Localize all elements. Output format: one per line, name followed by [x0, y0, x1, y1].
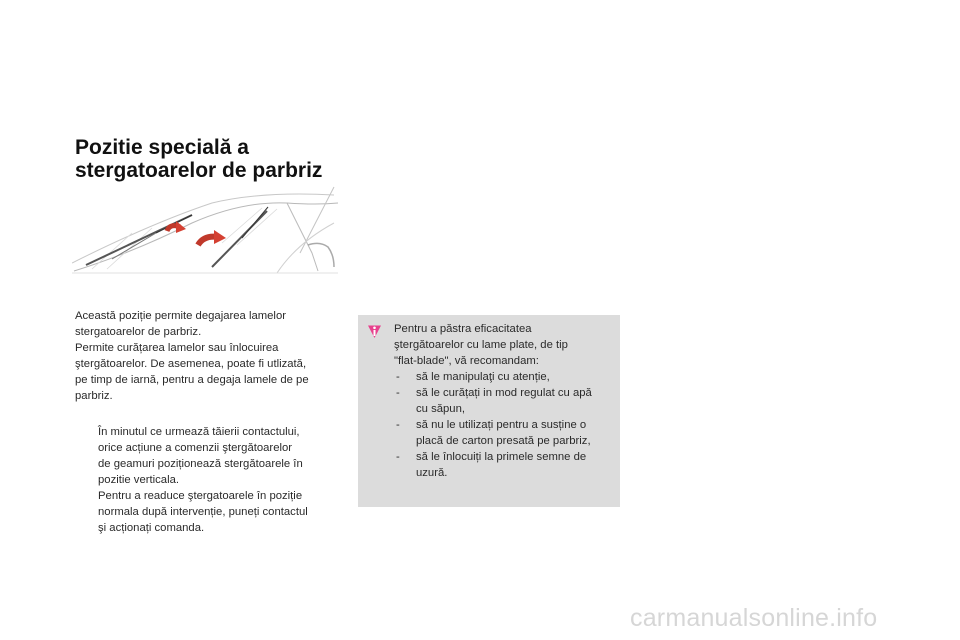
- bullet-line: În minutul ce urmează tăierii contactului,: [98, 426, 300, 438]
- info-item-line: placă de carton presată pe parbriz,: [416, 435, 591, 447]
- title-line-2: stergatoarelor de parbriz: [75, 159, 323, 182]
- info-item-line: uzură.: [416, 467, 448, 479]
- list-item: [394, 385, 616, 417]
- dash-marker: -: [396, 451, 400, 463]
- intro-line: Această poziție permite degajarea lamelor: [75, 310, 286, 322]
- intro-line: ştergătoarelor. De asemenea, poate fi utlizată,: [75, 358, 307, 370]
- list-item: [75, 488, 345, 536]
- intro-line: Permite curățarea lamelor sau înlocuirea: [75, 342, 279, 354]
- info-item-line: să nu le utilizați pentru a susține o: [416, 419, 587, 431]
- page-title: [75, 136, 375, 182]
- bullet-line: normala după intervenție, puneți contactul: [98, 506, 308, 518]
- intro-paragraph: [75, 308, 337, 404]
- bullet-list: [75, 424, 345, 536]
- info-item-line: să le înlocuiți la primele semne de: [416, 451, 587, 463]
- bullet-line: orice acțiune a comenzii ştergătoarelor: [98, 442, 293, 454]
- info-line: ştergătoarelor cu lame plate, de tip: [394, 339, 568, 351]
- list-item: [394, 369, 616, 385]
- info-box: [358, 315, 620, 507]
- list-item: [394, 449, 616, 481]
- bullet-line: de geamuri poziționează stergătoarele în: [98, 458, 303, 470]
- info-item-line: cu săpun,: [416, 403, 465, 415]
- bullet-line: Pentru a readuce ştergatoarele în poziție: [98, 490, 303, 502]
- info-text: [394, 321, 616, 481]
- dash-marker: -: [396, 371, 400, 383]
- dash-marker: -: [396, 419, 400, 431]
- list-item: [75, 424, 345, 488]
- title-line-1: Pozitie specială a: [75, 136, 249, 159]
- info-item-line: să le curățați in mod regulat cu apă: [416, 387, 592, 399]
- intro-line: parbriz.: [75, 390, 113, 402]
- intro-line: stergatoarelor de parbriz.: [75, 326, 202, 338]
- windshield-wipers-illustration: [72, 183, 338, 275]
- info-line: "flat-blade", vă recomandam:: [394, 355, 539, 367]
- info-item-line: să le manipulaţi cu atenție,: [416, 371, 550, 383]
- dash-marker: -: [396, 387, 400, 399]
- info-line: Pentru a păstra eficacitatea: [394, 323, 532, 335]
- bullet-line: pozitie verticala.: [98, 474, 179, 486]
- intro-line: pe timp de iarnă, pentru a degaja lamele de pe: [75, 374, 309, 386]
- list-item: [394, 417, 616, 449]
- info-icon: [367, 324, 382, 339]
- bullet-line: şi acționați comanda.: [98, 522, 205, 534]
- watermark: carmanualsonline.info: [630, 604, 878, 632]
